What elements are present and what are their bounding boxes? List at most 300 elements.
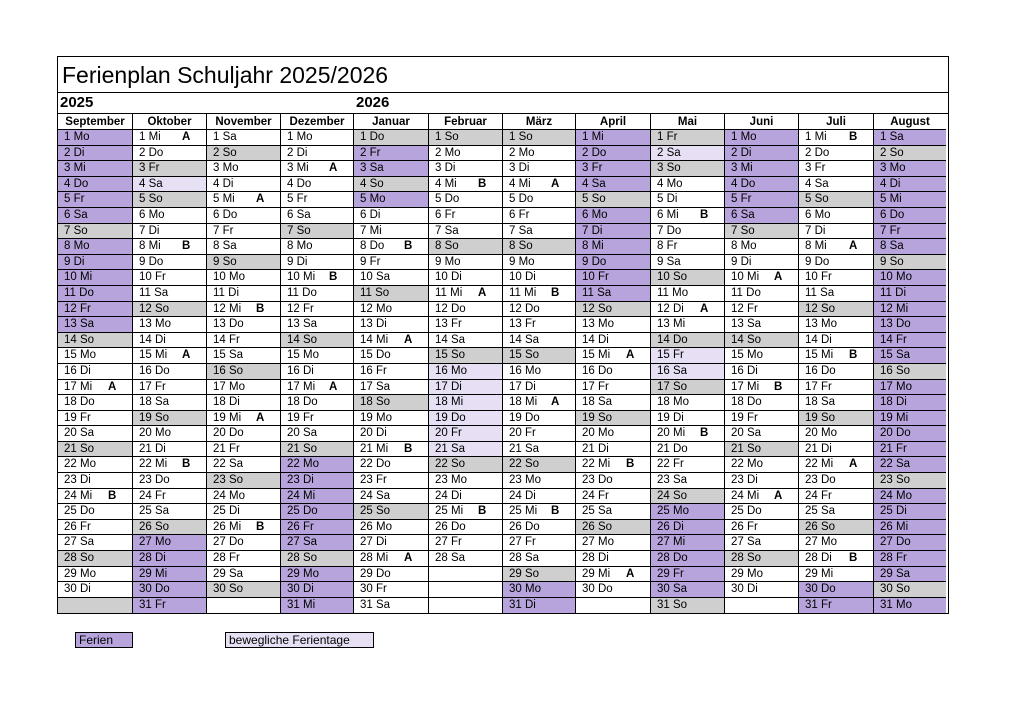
day-label: 18 Do [287, 396, 318, 409]
day-label: 1 Mi [582, 131, 604, 143]
day-label: 24 Mo [213, 489, 245, 502]
day-label: 14 Di [139, 333, 166, 346]
day-label: 1 Mo [731, 131, 757, 143]
day-label: 17 Mo [213, 380, 245, 393]
day-label: 17 Mi [64, 380, 93, 393]
day-label: 19 So [805, 411, 836, 424]
day-label: 15 Do [360, 349, 391, 362]
day-label: 16 Do [139, 364, 170, 377]
day-label: 17 Di [509, 380, 536, 393]
day-label: 19 Fr [64, 411, 91, 424]
day-marker: A [182, 349, 191, 362]
day-cell [429, 567, 502, 583]
day-label: 2 Di [64, 146, 85, 159]
day-label: 18 So [360, 396, 391, 409]
day-label: 5 Do [509, 193, 534, 206]
day-label: 4 Sa [582, 177, 606, 190]
day-cell [874, 317, 946, 333]
day-cell [651, 567, 724, 583]
day-cell [281, 130, 353, 146]
month-header: Februar [429, 114, 502, 130]
day-cell [799, 270, 873, 286]
day-label: 10 Fr [139, 271, 166, 284]
day-cell [799, 473, 873, 489]
day-label: 17 Fr [139, 380, 166, 393]
day-label: 19 Mi [213, 411, 242, 424]
day-label: 9 Do [139, 255, 164, 268]
day-cell [503, 582, 575, 598]
day-label: 22 So [509, 458, 540, 471]
day-cell [503, 473, 575, 489]
day-label: 16 Di [731, 364, 758, 377]
day-cell [874, 161, 946, 177]
day-label: 12 Do [435, 302, 466, 315]
day-label: 30 Di [287, 583, 314, 596]
day-label: 24 Fr [139, 489, 166, 502]
day-cell [354, 239, 428, 255]
day-cell [207, 177, 280, 193]
month-header: August [874, 114, 946, 130]
day-label: 4 Mi [509, 177, 531, 190]
day-marker: B [404, 442, 413, 455]
day-label: 1 Sa [213, 131, 237, 143]
day-cell [651, 489, 724, 505]
day-label: 6 Mo [582, 208, 608, 221]
day-label: 4 Do [64, 177, 89, 190]
day-cell [503, 411, 575, 427]
day-label: 5 Do [435, 193, 460, 206]
day-label: 19 Di [657, 411, 684, 424]
day-label: 5 Fr [731, 193, 752, 206]
day-cell [133, 520, 206, 536]
day-cell [354, 551, 428, 567]
day-cell [503, 457, 575, 473]
day-label: 8 Mo [287, 240, 313, 253]
day-cell [354, 146, 428, 162]
day-label: 4 So [360, 177, 384, 190]
day-label: 21 Di [805, 442, 832, 455]
day-marker: B [774, 380, 783, 393]
day-label: 25 Sa [582, 505, 613, 518]
day-label: 17 Mo [880, 380, 912, 393]
day-label: 5 Fr [287, 193, 308, 206]
day-cell [429, 364, 502, 380]
day-cell [799, 364, 873, 380]
day-label: 13 Sa [731, 318, 762, 331]
day-label: 31 Mi [287, 598, 316, 611]
day-cell [281, 567, 353, 583]
day-label: 28 Mi [360, 552, 389, 565]
day-cell [281, 504, 353, 520]
day-cell [725, 442, 798, 458]
day-label: 9 Di [287, 255, 308, 268]
day-label: 2 Mo [509, 146, 535, 159]
day-cell [576, 582, 650, 598]
day-label: 18 Di [213, 396, 240, 409]
day-cell [133, 535, 206, 551]
ferienplan-sheet [57, 56, 949, 614]
day-label: 10 Fr [582, 271, 609, 284]
day-label: 23 Fr [360, 474, 387, 487]
day-label: 2 So [213, 146, 237, 159]
day-label: 28 Sa [435, 552, 466, 565]
day-label: 1 Do [360, 131, 385, 143]
day-label: 22 Mo [731, 458, 763, 471]
day-label: 18 Do [64, 396, 95, 409]
day-label: 28 Di [582, 552, 609, 565]
day-label: 29 Sa [213, 567, 244, 580]
day-label: 6 Mo [805, 208, 831, 221]
day-cell [429, 192, 502, 208]
day-label: 28 Sa [509, 552, 540, 565]
day-label: 7 Mi [360, 224, 382, 237]
day-cell [207, 535, 280, 551]
day-label: 10 Mo [880, 271, 912, 284]
day-label: 29 Do [360, 567, 391, 580]
month-header: Oktober [133, 114, 206, 130]
day-label: 21 Sa [435, 442, 466, 455]
day-label: 13 Sa [64, 318, 95, 331]
day-label: 25 Di [213, 505, 240, 518]
day-marker: B [849, 552, 858, 565]
day-marker: B [478, 505, 487, 518]
day-label: 8 Mi [582, 240, 604, 253]
day-cell [651, 520, 724, 536]
day-cell [503, 598, 575, 614]
day-label: 14 So [287, 333, 318, 346]
day-cell [207, 582, 280, 598]
day-cell [725, 364, 798, 380]
day-label: 2 Do [582, 146, 607, 159]
day-cell [503, 489, 575, 505]
day-cell [133, 192, 206, 208]
day-cell [874, 504, 946, 520]
day-label: 10 Mi [287, 271, 316, 284]
day-label: 27 Fr [435, 536, 462, 549]
day-label: 9 Do [805, 255, 830, 268]
day-label: 23 Do [805, 474, 836, 487]
day-label: 19 Do [435, 411, 466, 424]
day-cell [874, 255, 946, 271]
day-label: 15 Mi [805, 349, 834, 362]
month-header: Mai [651, 114, 724, 130]
day-cell [133, 224, 206, 240]
day-cell [799, 535, 873, 551]
day-cell [354, 348, 428, 364]
day-cell [799, 317, 873, 333]
day-cell [874, 489, 946, 505]
day-label: 20 Mo [582, 427, 614, 440]
day-label: 12 Mi [213, 302, 242, 315]
day-label: 15 Sa [880, 349, 911, 362]
day-cell [725, 161, 798, 177]
day-cell [576, 426, 650, 442]
day-label: 18 Mo [657, 396, 689, 409]
day-cell [281, 333, 353, 349]
day-marker: B [256, 520, 265, 533]
day-cell [354, 426, 428, 442]
day-cell [207, 567, 280, 583]
day-cell [58, 411, 132, 427]
day-cell [799, 457, 873, 473]
day-label: 12 Fr [64, 302, 91, 315]
day-label: 31 So [657, 598, 688, 611]
day-marker: B [551, 505, 560, 518]
day-label: 30 Sa [657, 583, 688, 596]
day-label: 21 Di [139, 442, 166, 455]
day-label: 15 Mo [731, 349, 763, 362]
day-cell [207, 442, 280, 458]
day-label: 7 Fr [213, 224, 234, 237]
day-label: 18 Mi [509, 396, 538, 409]
day-cell [58, 177, 132, 193]
day-cell [725, 473, 798, 489]
day-cell [576, 161, 650, 177]
day-label: 23 Di [287, 474, 314, 487]
day-marker: B [182, 240, 191, 253]
day-label: 30 Mo [509, 583, 541, 596]
day-label: 2 Mo [435, 146, 461, 159]
day-label: 14 Di [805, 333, 832, 346]
day-label: 26 Mo [360, 520, 392, 533]
day-label: 3 So [657, 162, 681, 175]
day-cell [874, 442, 946, 458]
day-cell [429, 442, 502, 458]
day-cell [651, 317, 724, 333]
day-cell [429, 535, 502, 551]
day-label: 27 Sa [731, 536, 762, 549]
day-label: 26 Fr [64, 520, 91, 533]
day-cell [207, 411, 280, 427]
day-label: 26 Mi [880, 520, 909, 533]
day-cell [429, 473, 502, 489]
day-cell [281, 395, 353, 411]
day-cell [281, 535, 353, 551]
day-cell [281, 457, 353, 473]
day-label: 11 Sa [582, 286, 612, 299]
day-cell [281, 224, 353, 240]
day-cell [576, 489, 650, 505]
day-label: 25 Mi [435, 505, 464, 518]
day-label: 3 Di [509, 162, 530, 175]
day-cell [874, 239, 946, 255]
day-label: 31 Fr [139, 598, 166, 611]
day-marker: B [700, 208, 709, 221]
month-column [576, 114, 651, 613]
day-cell [874, 192, 946, 208]
day-cell [58, 255, 132, 271]
month-column [874, 114, 946, 613]
day-label: 9 Do [582, 255, 607, 268]
day-label: 10 Mi [64, 271, 93, 284]
day-label: 28 Di [805, 552, 832, 565]
day-marker: A [478, 286, 487, 299]
day-cell [651, 535, 724, 551]
day-cell [651, 457, 724, 473]
day-cell [58, 504, 132, 520]
day-label: 10 Sa [360, 271, 391, 284]
day-cell [725, 504, 798, 520]
day-label: 20 Mo [805, 427, 837, 440]
day-label: 9 Fr [360, 255, 381, 268]
day-cell [133, 395, 206, 411]
day-cell [354, 192, 428, 208]
day-cell [354, 535, 428, 551]
day-cell [133, 489, 206, 505]
day-cell [874, 208, 946, 224]
day-cell [133, 426, 206, 442]
day-cell [281, 520, 353, 536]
day-label: 23 Di [731, 474, 758, 487]
day-cell [207, 489, 280, 505]
day-label: 16 Di [287, 364, 314, 377]
day-cell [281, 380, 353, 396]
day-label: 1 Mo [287, 131, 313, 143]
day-cell [133, 504, 206, 520]
day-label: 8 Do [360, 240, 385, 253]
day-cell [207, 208, 280, 224]
day-label: 30 Do [139, 583, 170, 596]
day-marker: A [404, 333, 413, 346]
day-label: 17 Fr [582, 380, 609, 393]
day-label: 3 Sa [360, 162, 384, 175]
day-cell [725, 192, 798, 208]
day-cell [207, 364, 280, 380]
day-label: 1 Mi [805, 131, 827, 143]
day-label: 16 Mo [435, 364, 467, 377]
day-label: 26 Do [435, 520, 466, 533]
day-label: 2 Fr [360, 146, 381, 159]
day-cell [133, 302, 206, 318]
day-cell [429, 224, 502, 240]
month-column [503, 114, 576, 613]
day-cell [503, 442, 575, 458]
month-column [58, 114, 133, 613]
day-cell [576, 380, 650, 396]
day-label: 30 So [213, 583, 244, 596]
day-cell [651, 348, 724, 364]
day-cell [354, 161, 428, 177]
day-label: 30 Di [64, 583, 91, 596]
day-marker: A [849, 458, 858, 471]
day-label: 16 Fr [360, 364, 387, 377]
day-cell [133, 380, 206, 396]
day-cell [651, 146, 724, 162]
month-column [799, 114, 874, 613]
day-label: 11 Mi [509, 286, 537, 299]
day-label: 4 Mi [435, 177, 457, 190]
day-cell [281, 239, 353, 255]
day-cell [725, 270, 798, 286]
day-label: 10 Mo [213, 271, 245, 284]
day-cell [725, 302, 798, 318]
day-cell [58, 161, 132, 177]
day-cell [133, 348, 206, 364]
day-label: 15 So [509, 349, 540, 362]
day-label: 26 So [805, 520, 836, 533]
day-cell [799, 286, 873, 302]
day-cell [725, 208, 798, 224]
day-cell [799, 567, 873, 583]
day-label: 22 Mo [287, 458, 319, 471]
day-cell [281, 489, 353, 505]
day-label: 16 Do [582, 364, 613, 377]
day-label: 23 Di [64, 474, 91, 487]
day-cell [429, 239, 502, 255]
day-label: 27 Mo [582, 536, 614, 549]
day-cell [58, 535, 132, 551]
day-label: 15 Mo [64, 349, 96, 362]
day-label: 25 So [360, 505, 391, 518]
day-cell [354, 177, 428, 193]
day-cell [576, 598, 650, 614]
day-label: 25 Mi [509, 505, 538, 518]
day-label: 13 Sa [287, 318, 318, 331]
day-label: 7 So [287, 224, 311, 237]
day-label: 29 Mi [139, 567, 168, 580]
day-cell [133, 177, 206, 193]
day-label: 3 Mo [880, 162, 906, 175]
day-label: 11 Do [64, 286, 94, 299]
day-label: 3 Mi [287, 162, 309, 175]
day-label: 7 Di [582, 224, 603, 237]
day-cell [576, 567, 650, 583]
day-cell [207, 426, 280, 442]
day-marker: B [626, 458, 635, 471]
day-cell [651, 130, 724, 146]
day-cell [503, 239, 575, 255]
day-cell [576, 208, 650, 224]
day-label: 29 So [509, 567, 540, 580]
day-label: 21 So [64, 442, 95, 455]
day-marker: A [626, 567, 635, 580]
day-label: 24 Fr [805, 489, 832, 502]
day-cell [207, 239, 280, 255]
day-cell [503, 161, 575, 177]
day-cell [281, 317, 353, 333]
page-title: Ferienplan Schuljahr 2025/2026 [58, 57, 948, 93]
day-label: 22 Sa [213, 458, 244, 471]
day-cell [874, 582, 946, 598]
day-cell [651, 161, 724, 177]
day-cell [354, 286, 428, 302]
day-cell [58, 380, 132, 396]
day-cell [576, 395, 650, 411]
day-label: 20 Do [880, 427, 911, 440]
day-label: 19 Fr [287, 411, 314, 424]
day-cell [725, 286, 798, 302]
day-cell [651, 395, 724, 411]
day-cell [281, 208, 353, 224]
day-marker: A [256, 193, 265, 206]
day-label: 6 Fr [435, 208, 456, 221]
month-header: April [576, 114, 650, 130]
day-cell [725, 489, 798, 505]
day-label: 24 Sa [360, 489, 391, 502]
day-label: 7 So [731, 224, 755, 237]
day-cell [725, 224, 798, 240]
day-cell [874, 348, 946, 364]
day-label: 27 Do [213, 536, 244, 549]
day-label: 21 So [287, 442, 318, 455]
day-cell [281, 598, 353, 614]
day-marker: A [256, 411, 265, 424]
day-cell [58, 395, 132, 411]
day-label: 23 Sa [657, 474, 688, 487]
day-label: 19 Mo [360, 411, 392, 424]
day-label: 23 So [880, 474, 911, 487]
day-cell [207, 317, 280, 333]
